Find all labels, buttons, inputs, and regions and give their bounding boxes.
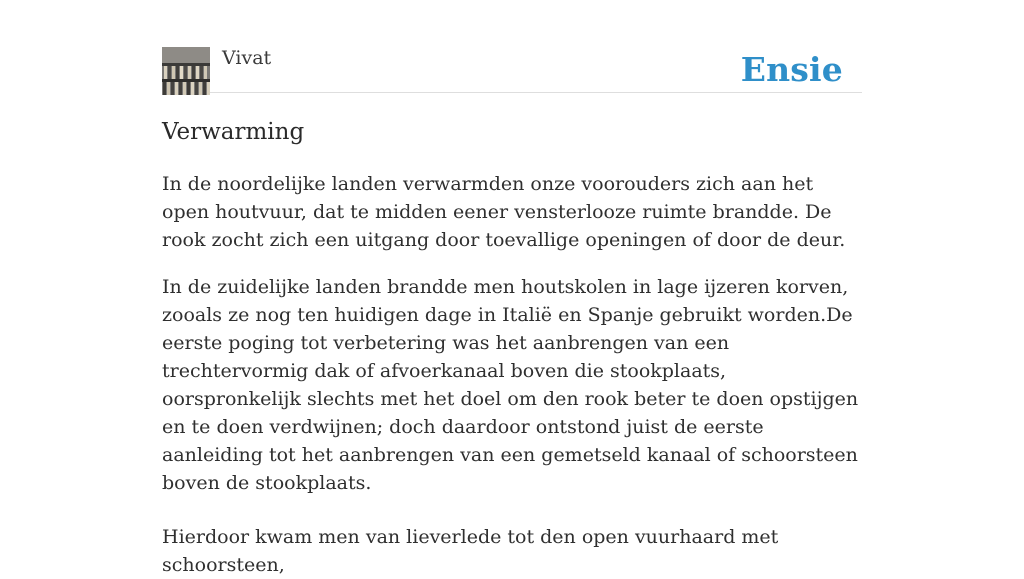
article-paragraph: In de noordelijke landen verwarmden onze voorouders zich aan het open houtvuur, dat te midden eener vensterlooze ruimte brandde. De rook zocht zich een uitgang door toevallige openingen of door de deur. <box>162 173 846 251</box>
article-paragraph: Hierdoor kwam men van lieverlede tot den open vuurhaard met schoorsteen, <box>162 526 779 576</box>
bookshelf-avatar-icon <box>162 47 210 95</box>
article-paragraph: In de zuidelijke landen brandde men houtskolen in lage ijzeren korven, zooals ze nog ten huidigen dage in Italië en Spanje gebruikt worden.De eerste poging tot verbetering was het aanbrengen van een trechtervormig dak of afvoerkanaal boven die stookplaats, oorspronkelijk slechts met het doel om den rook beter te doen opstijgen en te doen verdwijnen; doch daardoor ontstond juist de eerste aanleiding tot het aanbrengen van een gemetseld kanaal of schoorsteen boven de stookplaats. <box>162 276 859 494</box>
author-name[interactable]: Vivat <box>222 47 272 69</box>
author-avatar[interactable] <box>162 47 210 95</box>
article-container <box>162 0 862 579</box>
article-header <box>162 0 862 93</box>
article-title: Verwarming <box>162 119 305 145</box>
site-logo[interactable]: Ensie <box>740 50 843 89</box>
